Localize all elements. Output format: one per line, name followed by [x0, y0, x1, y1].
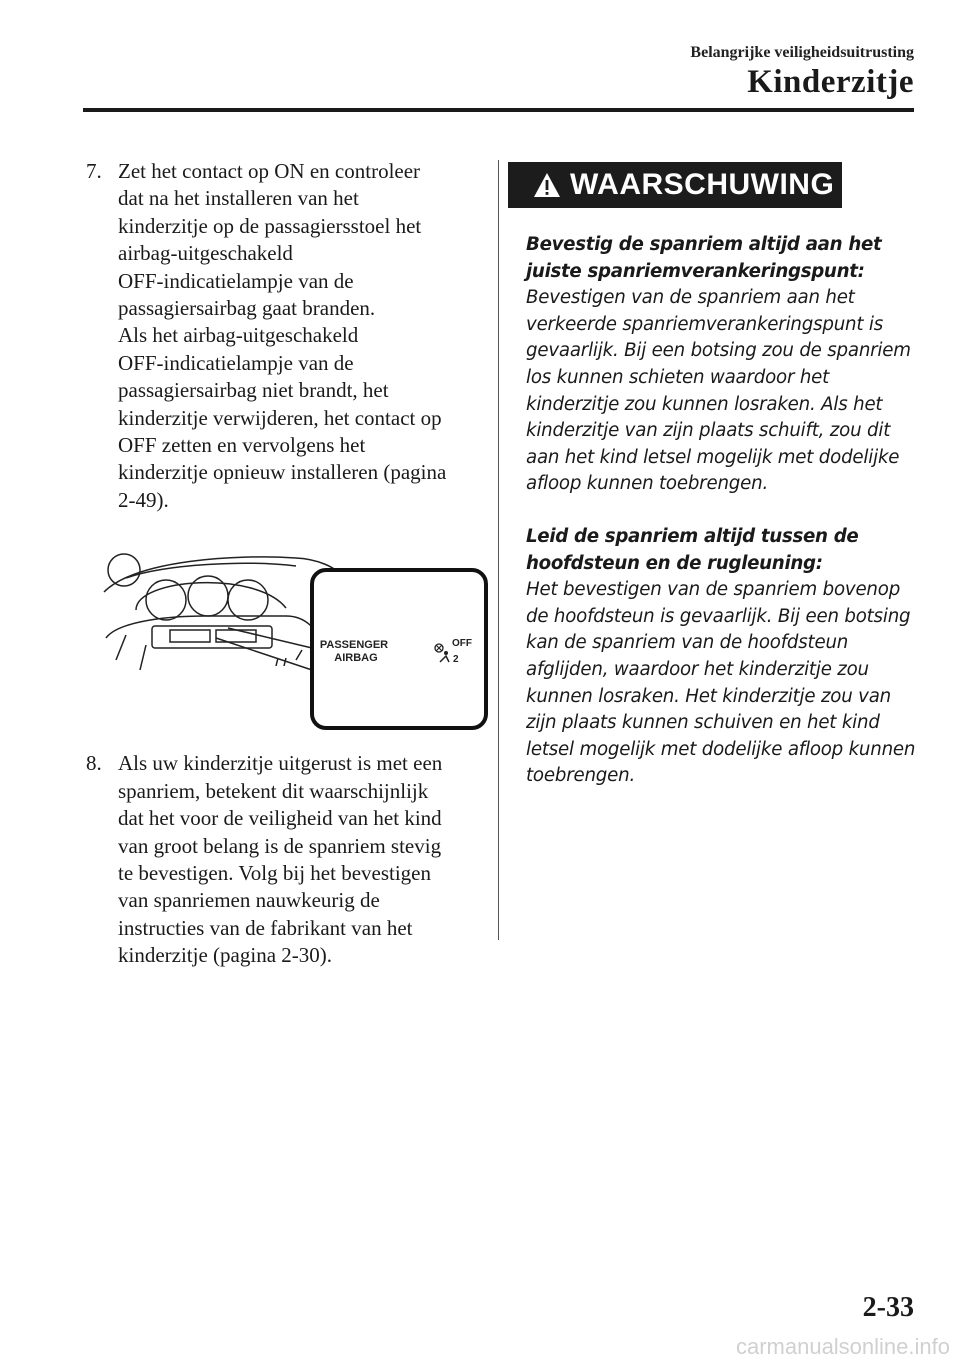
- warning-heading: Leid de spanriem altijd tussen de hoofdsteun en de rugleuning:: [526, 525, 859, 574]
- indicator-off-text: OFF: [452, 638, 472, 650]
- column-divider: [498, 160, 499, 940]
- step-7: [86, 158, 486, 514]
- instructions-column: [86, 158, 486, 970]
- airbag-label: AIRBAG: [334, 652, 378, 665]
- step-text: Als uw kinderzitje uitgerust is met een spanriem, betekent dit waarschijnlijk dat het voor de veiligheid van het kind van groot belang is de spanriem stevig te bevestigen. Volg bij het bevestigen van spanriemen nauwkeurig de instructies van de fabrikant van het kinderzitje (pagina 2-30).: [118, 751, 443, 968]
- step-number: 7.: [86, 159, 102, 183]
- passenger-label: PASSENGER: [319, 639, 389, 652]
- warning-banner: [508, 162, 842, 208]
- warning-body: Bevestigen van de spanriem aan het verkeerde spanriemverankeringspunt is gevaarlijk. Bij een botsing zou de spanriem los kunnen schieten waardoor het kinderzitje zou kunnen losraken. Als het kinderzitje van zijn plaats schuift, zou dit aan het kind letsel mogelijk met dodelijke afloop kunnen toebrengen.: [526, 287, 911, 495]
- header-rule: [83, 108, 914, 112]
- section-title: Belangrijke veiligheidsuitrusting: [690, 44, 914, 61]
- warning-heading: Bevestig de spanriem altijd aan het juiste spanriemverankeringspunt:: [526, 234, 882, 282]
- indicator-number: 2: [453, 654, 459, 666]
- page-number: 2-33: [862, 1292, 914, 1323]
- warning-body: Het bevestigen van de spanriem bovenop de hoofdsteun is gevaarlijk. Bij een botsing kan de spanriem van de hoofdsteun afglijden, waardoor het kinderzitje zou kunnen losraken. Het kinderzitje zou van zijn plaats kunnen schuiven en het kind letsel mogelijk met dodelijke afloop kunnen toebrengen.: [526, 579, 916, 787]
- step-8: [86, 750, 486, 969]
- warning-content: [526, 232, 921, 816]
- page-title: Kinderzitje: [747, 64, 914, 100]
- step-text: Zet het contact op ON en controleer dat na het installeren van het kinderzitje op de passagiersstoel het airbag-uitgeschakeld OFF-indicatielampje van de passagiersairbag gaat branden. Als het airbag-uitgeschakeld OFF-indicatielampje van de passagiersairbag niet brandt, het kinderzitje verwijderen, het contact op OFF zetten en vervolgens het kinderzitje opnieuw installeren (pagina 2-49).: [118, 159, 447, 512]
- warning-triangle-icon: [532, 171, 562, 199]
- airbag-indicator-illustration: [96, 550, 496, 730]
- dashboard-diagram: [96, 550, 496, 730]
- watermark: carmanualsonline.info: [735, 1334, 950, 1359]
- warning-title: WAARSCHUWING: [570, 168, 835, 201]
- step-number: 8.: [86, 751, 102, 776]
